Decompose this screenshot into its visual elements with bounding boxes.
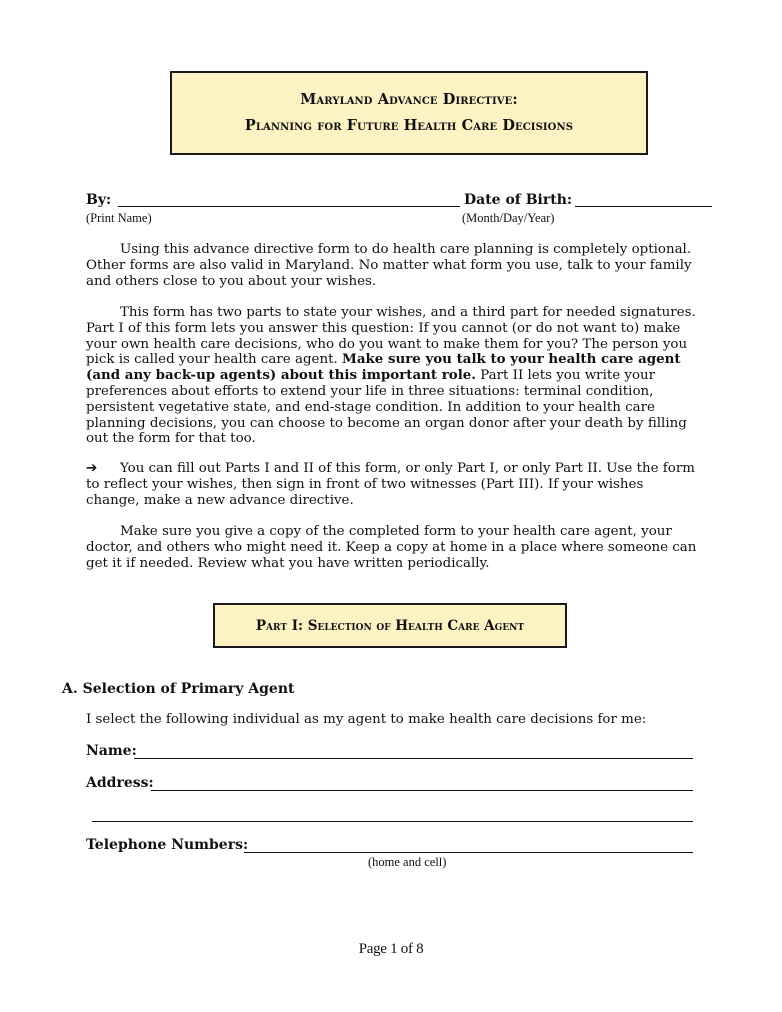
paragraph-parts (86, 305, 698, 447)
dob-hint: (Month/Day/Year) (462, 211, 555, 225)
arrow-right-icon: ➔ (86, 461, 98, 476)
part1-heading: Part I: Selection of Health Care Agent (255, 617, 525, 634)
agent-address-label: Address: (86, 775, 154, 791)
agent-name-label: Name: (86, 743, 137, 759)
print-name-hint: (Print Name) (86, 211, 152, 225)
paragraph-copy-note (86, 524, 698, 571)
document-title-box (170, 71, 648, 155)
agent-address-field-line2[interactable] (92, 821, 693, 822)
section-a-intro: I select the following individual as my agent to make health care decisions for me: (86, 712, 647, 727)
dob-label: Date of Birth: (464, 192, 573, 208)
paragraph-bold-note: Make sure you talk to your health care agent (and any back-up agents) about this important role. (86, 351, 681, 384)
paragraph-text-b: Part II lets you write your preferences about efforts to extend your life in three situations: terminal condition, persistent vegetative state, and end-stage condition. In addition to your health care planning decisions, you can choose to become an organ donor after your death by filling out the form for that too. (86, 368, 687, 447)
dob-field[interactable] (575, 206, 712, 207)
page-number: Page 1 of 8 (358, 941, 424, 957)
paragraph-text (86, 305, 698, 447)
paragraph-arrow-note (86, 461, 698, 508)
section-a-heading: A. Selection of Primary Agent (62, 681, 295, 697)
paragraph-text: Using this advance directive form to do health care planning is completely optional. Other forms are also valid in Maryland. No matter what form you use, talk to your family and others close to you about your wishes. (86, 242, 692, 289)
part1-heading-box (213, 603, 567, 648)
by-label: By: (86, 192, 112, 208)
agent-phone-label: Telephone Numbers: (86, 837, 249, 853)
document-title-line2: Planning for Future Health Care Decisions (244, 117, 574, 134)
agent-address-field[interactable] (151, 790, 693, 791)
print-name-field[interactable] (118, 206, 460, 207)
paragraph-intro (86, 242, 698, 289)
agent-phone-field[interactable] (244, 852, 693, 853)
paragraph-text-body: You can fill out Parts I and II of this form, or only Part I, or only Part II. Use the form to reflect your wishes, then sign in front of two witnesses (Part III). If your wishes change, make a new advance directive. (86, 461, 695, 508)
paragraph-text-a: This form has two parts to state your wishes, and a third part for needed signatures. Part I of this form lets you answer this question: If you cannot (or do not want to) make your own health care decisions, who do you want to make them for you? The person you pick is called your health care agent. (86, 305, 696, 368)
paragraph-text: Make sure you give a copy of the completed form to your health care agent, your doctor, and others who might need it. Keep a copy at home in a place where someone can get it if needed. Review what you have written periodically. (86, 524, 697, 571)
document-title-line1: Maryland Advance Directive: (300, 91, 518, 108)
agent-phone-hint: (home and cell) (368, 855, 447, 869)
agent-name-field[interactable] (134, 758, 693, 759)
paragraph-text (86, 461, 698, 508)
